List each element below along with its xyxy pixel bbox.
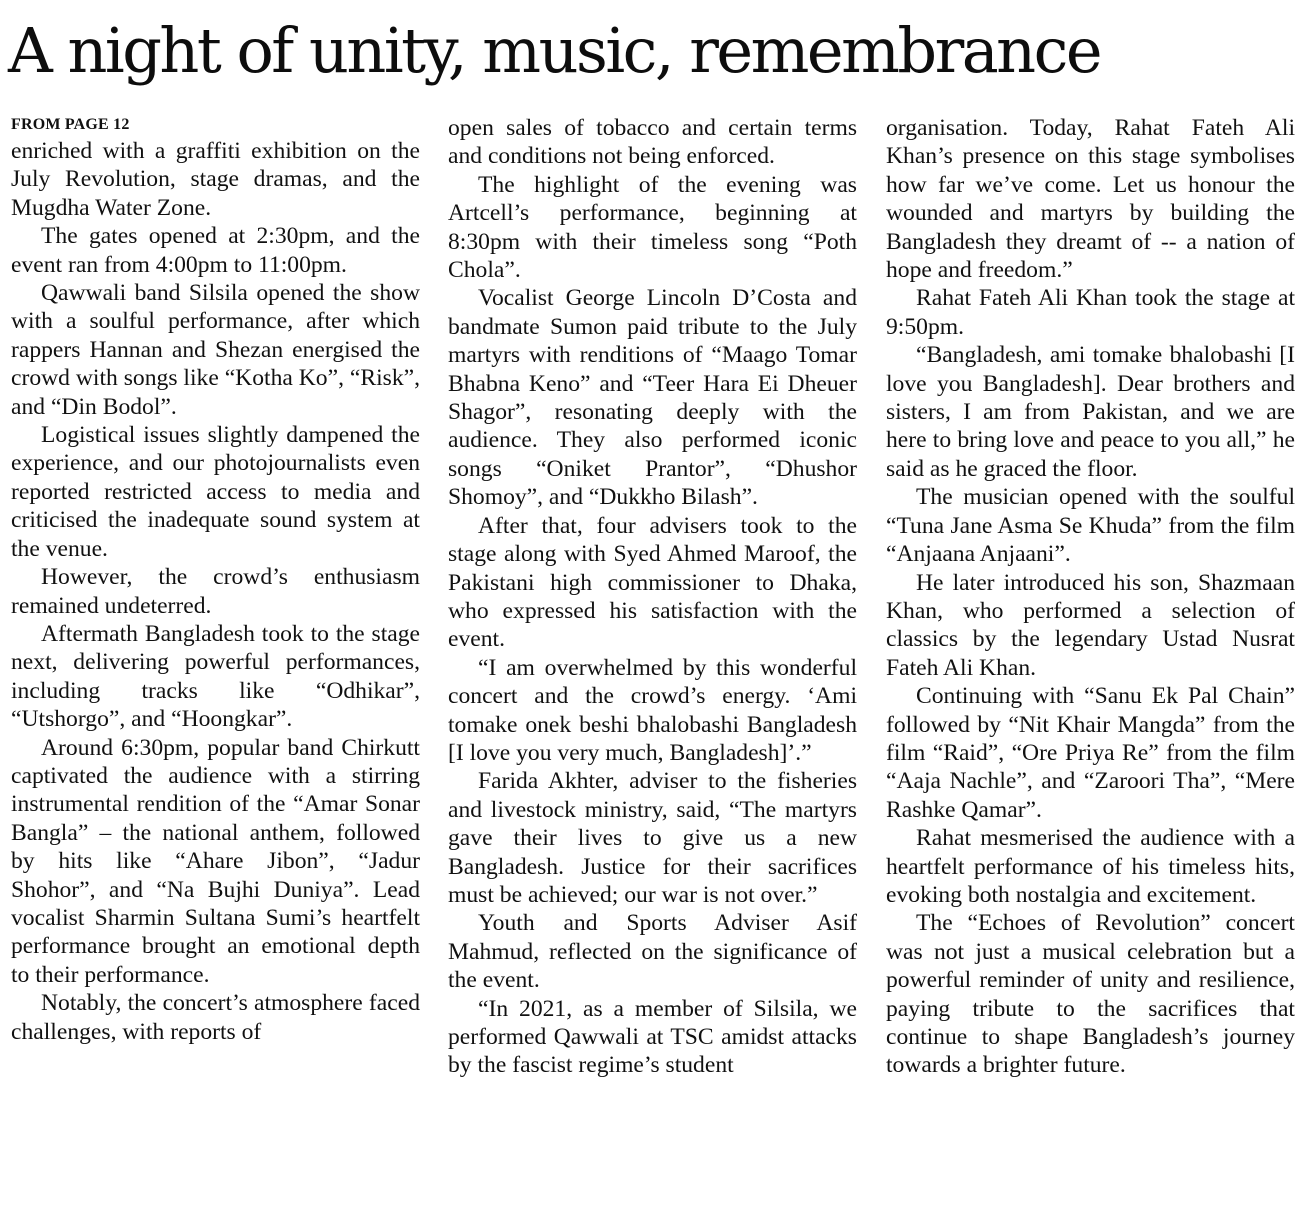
paragraph: Rahat Fateh Ali Khan took the stage at 9:50pm. xyxy=(886,285,1295,340)
paragraph: Logistical issues slightly dampened the experience, and our photojournalists even reported restricted access to media and criticised the inadequate sound system at the venue. xyxy=(11,422,420,562)
paragraph: The highlight of the evening was Artcell’s performance, beginning at 8:30pm with their timeless song “Poth Chola”. xyxy=(448,171,857,284)
paragraph: “Bangladesh, ami tomake bhalobashi [I love you Bangladesh]. Dear brothers and sisters, I am from Pakistan, and we are here to bring love and peace to you all,” he said as he graced the floor. xyxy=(886,342,1295,482)
paragraph: enriched with a graffiti exhibition on the July Revolution, stage dramas, and the Mugdha Water Zone. xyxy=(11,138,420,221)
paragraph: The “Echoes of Revolution” concert was not just a musical celebration but a powerful reminder of unity and resilience, paying tribute to the sacrifices that continue to shape Bangladesh’s journey towards a brighter future. xyxy=(886,910,1295,1079)
paragraph: He later introduced his son, Shazmaan Khan, who performed a selection of classics by the legendary Ustad Nusrat Fateh Ali Khan. xyxy=(886,569,1295,681)
article-column-1 xyxy=(11,114,420,1046)
paragraph: The gates opened at 2:30pm, and the event ran from 4:00pm to 11:00pm. xyxy=(11,223,420,278)
paragraph: Vocalist George Lincoln D’Costa and bandmate Sumon paid tribute to the July martyrs with renditions of “Maago Tomar Bhabna Keno” and “Teer Hara Ei Dheuer Shagor”, resonating deeply with the audience. They also performed iconic songs “Oniket Prantor”, “Dhushor Shomoy”, and “Dukkho Bilash”. xyxy=(448,285,857,511)
paragraph: Qawwali band Silsila opened the show with a soulful performance, after which rappers Hannan and Shezan energised the crowd with songs like “Kotha Ko”, “Risk”, and “Din Bodol”. xyxy=(11,280,420,420)
paragraph: The musician opened with the soulful “Tuna Jane Asma Se Khuda” from the film “Anjaana Anjaani”. xyxy=(886,484,1295,568)
paragraph: Farida Akhter, adviser to the fisheries and livestock ministry, said, “The martyrs gave their lives to give us a new Bangladesh. Justice for their sacrifices must be achieved; our war is not over.” xyxy=(448,768,857,908)
paragraph: Continuing with “Sanu Ek Pal Chain” followed by “Nit Khair Mangda” from the film “Raid”, “Ore Priya Re” from the film “Aaja Nachle”, and “Zaroori Tha”, “Mere Rashke Qamar”. xyxy=(886,683,1295,823)
paragraph: “In 2021, as a member of Silsila, we performed Qawwali at TSC amidst attacks by the fascist regime’s student xyxy=(448,995,857,1079)
paragraph: “I am overwhelmed by this wonderful concert and the crowd’s energy. ‘Ami tomake onek beshi bhalobashi Bangladesh [I love you very much, Bangladesh]’.” xyxy=(448,654,857,766)
paragraph: After that, four advisers took to the stage along with Syed Ahmed Maroof, the Pakistani high commissioner to Dhaka, who expressed his satisfaction with the event. xyxy=(448,512,857,653)
article-column-3 xyxy=(886,114,1295,1080)
dateline: FROM PAGE 12 xyxy=(11,116,130,133)
paragraph: open sales of tobacco and certain terms and conditions not being enforced. xyxy=(448,115,857,170)
paragraph: Notably, the concert’s atmosphere faced challenges, with reports of xyxy=(11,990,420,1045)
article-column-2 xyxy=(448,114,857,1080)
paragraph: Rahat mesmerised the audience with a heartfelt performance of his timeless hits, evoking both nostalgia and excitement. xyxy=(886,825,1295,908)
headline: A night of unity, music, remembrance xyxy=(8,14,1101,87)
paragraph: However, the crowd’s enthusiasm remained undeterred. xyxy=(11,564,420,619)
paragraph: organisation. Today, Rahat Fateh Ali Khan’s presence on this stage symbolises how far we’ve come. Let us honour the wounded and martyrs by building the Bangladesh they dreamt of -- a nation of hope and freedom.” xyxy=(886,115,1295,284)
paragraph: Aftermath Bangladesh took to the stage next, delivering powerful performances, including tracks like “Odhikar”, “Utshorgo”, and “Hoongkar”. xyxy=(11,620,420,733)
paragraph: Youth and Sports Adviser Asif Mahmud, reflected on the significance of the event. xyxy=(448,910,857,994)
paragraph: Around 6:30pm, popular band Chirkutt captivated the audience with a stirring instrumental rendition of the “Amar Sonar Bangla” – the national anthem, followed by hits like “Ahare Jibon”, “Jadur Shohor”, and “Na Bujhi Duniya”. Lead vocalist Sharmin Sultana Sumi’s heartfelt performance brought an emotional depth to their performance. xyxy=(11,734,420,988)
